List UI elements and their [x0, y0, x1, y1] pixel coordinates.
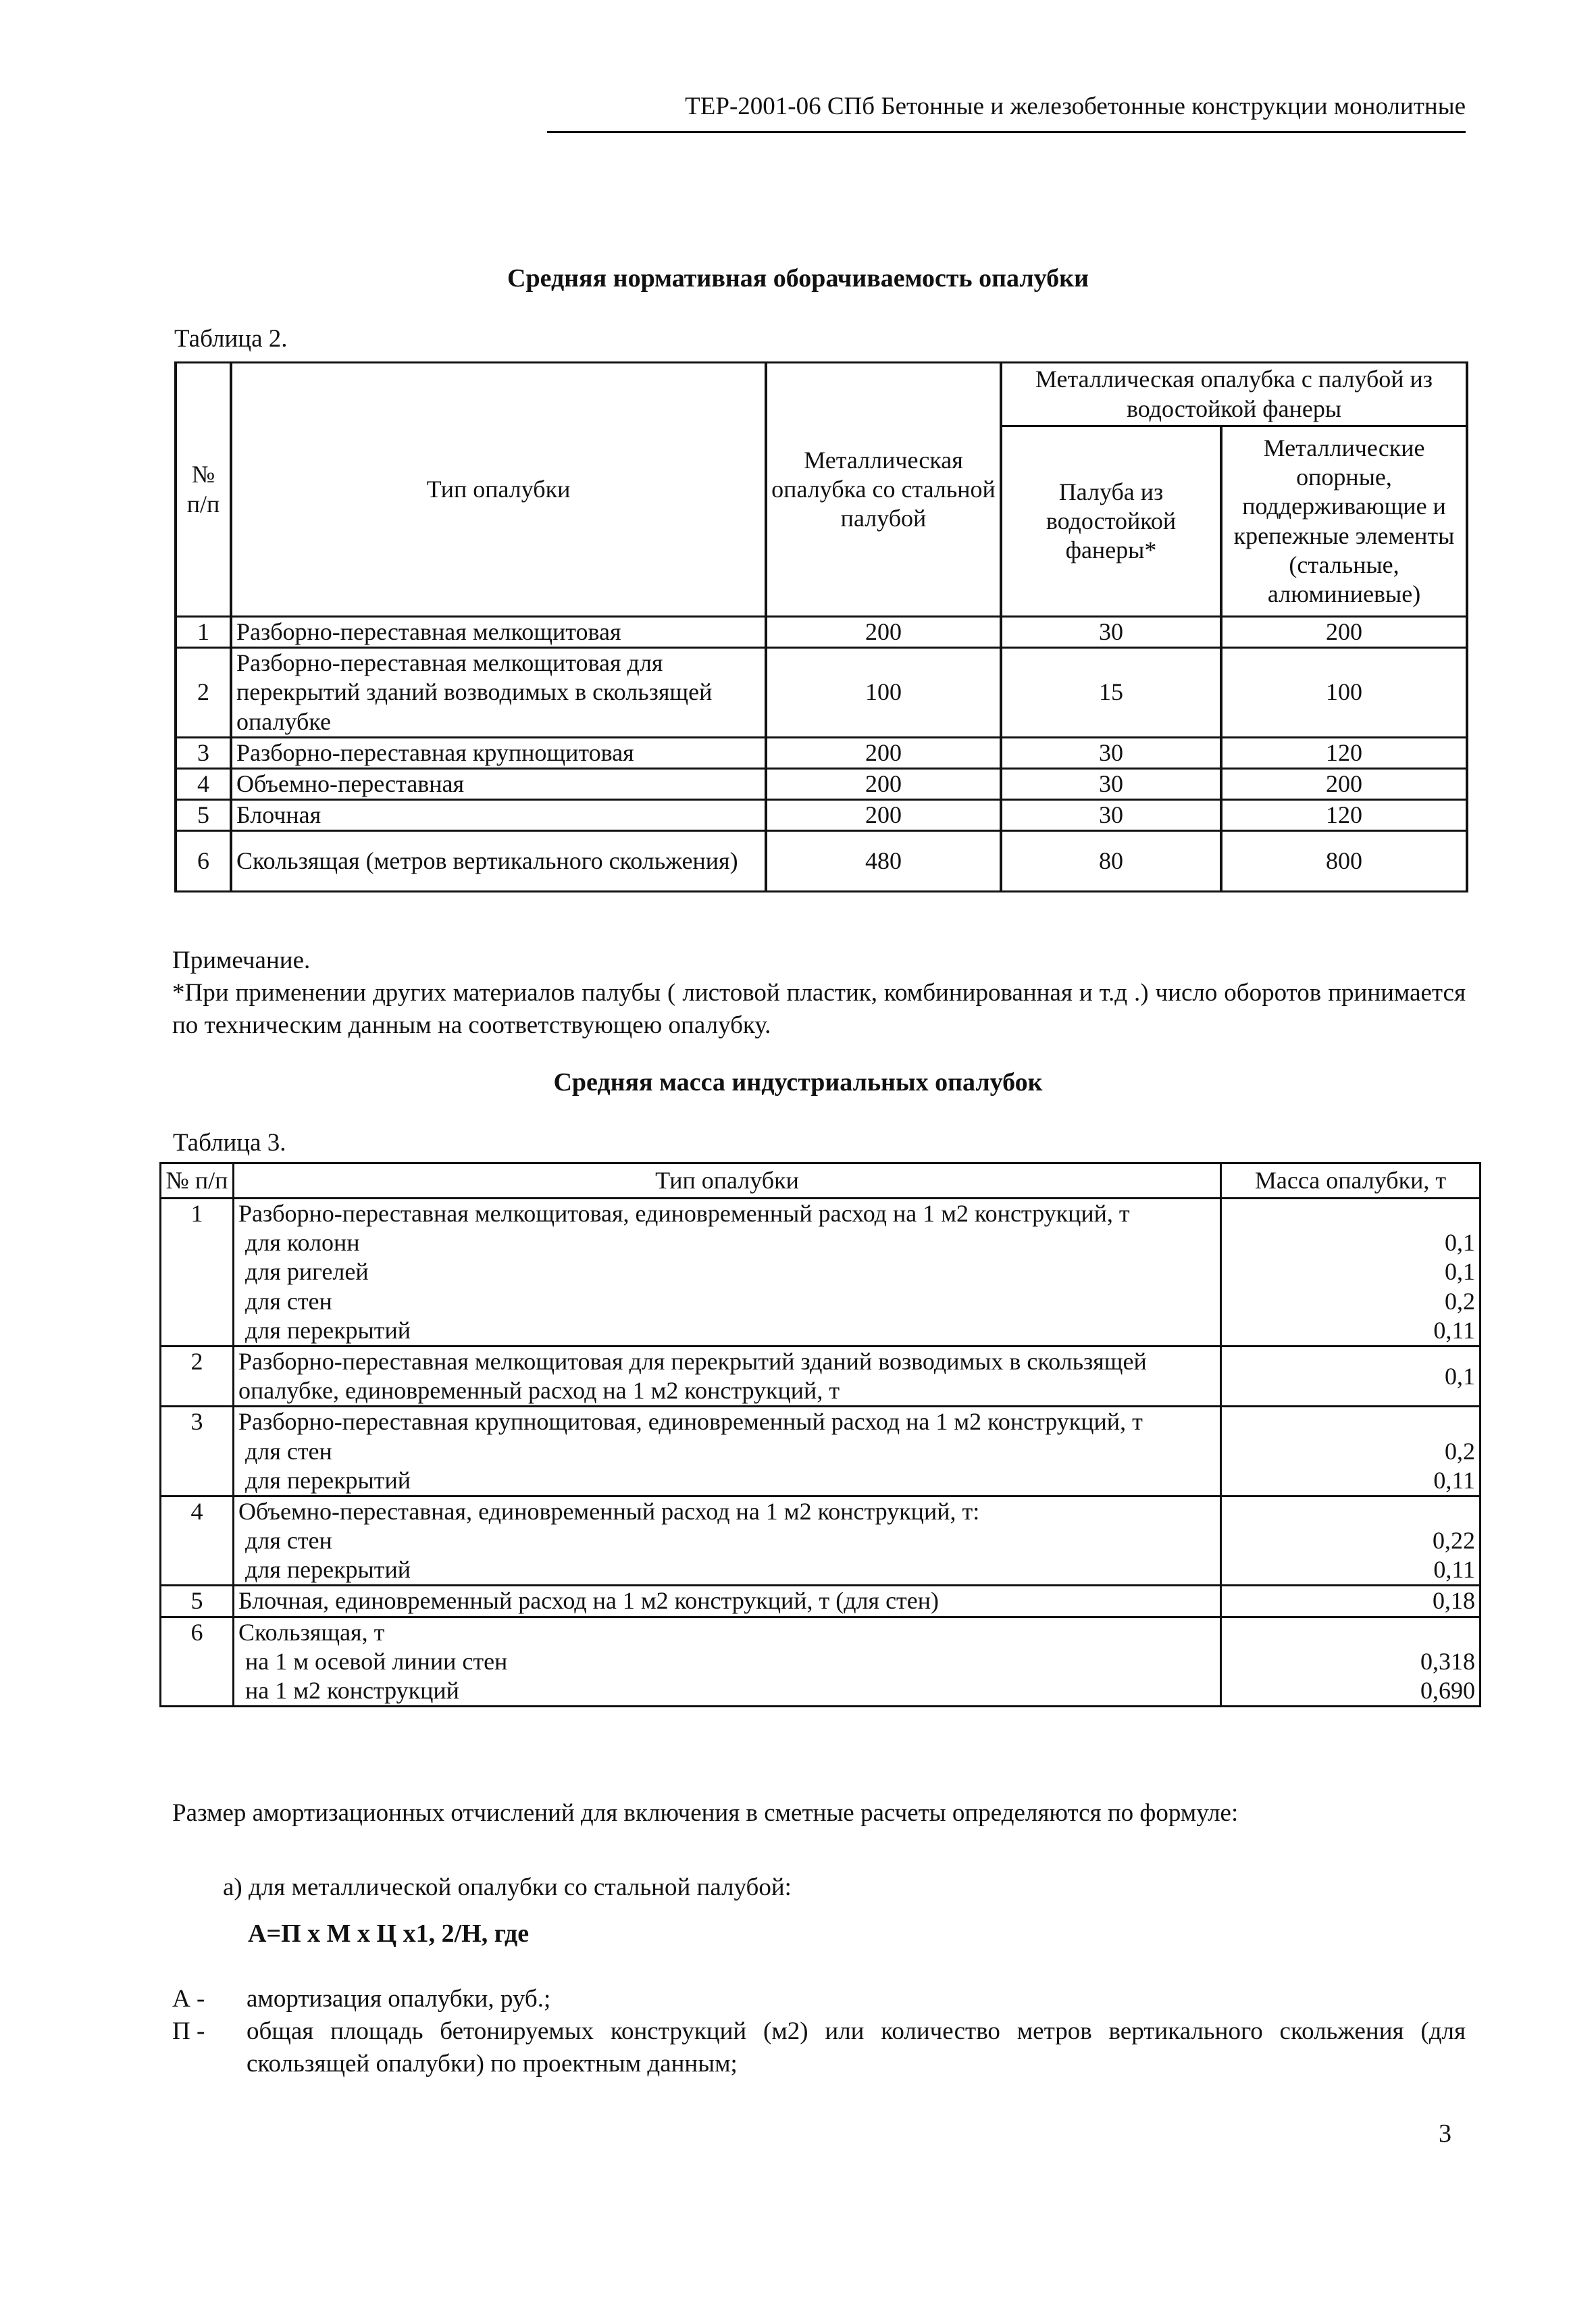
formwork-type: Объемно-переставная, единовременный расход на 1 м2 конструкций, т:	[234, 1496, 1221, 1526]
col-header-plywood: Палуба из водостойкой фанеры*	[1001, 426, 1221, 617]
subitem-mass: 0,318	[1221, 1647, 1481, 1676]
definition-item	[172, 1983, 1466, 2015]
subitem-label: на 1 м осевой линии стен	[234, 1647, 1221, 1676]
col-header-metal: Металлические опорные, поддерживающие и крепежные элементы (стальные, алюминиевые)	[1221, 426, 1467, 617]
steel-deck-turnover: 480	[766, 831, 1001, 892]
subitem-label: для перекрытий	[234, 1555, 1221, 1586]
row-number: 2	[176, 648, 231, 738]
formwork-mass: 0,18	[1221, 1586, 1481, 1617]
formwork-type: Разборно-переставная мелкощитовая	[231, 617, 766, 648]
subitem-label: для ригелей	[234, 1257, 1221, 1286]
steel-deck-turnover: 200	[766, 737, 1001, 768]
subitem-mass: 0,11	[1221, 1466, 1481, 1496]
page-number: 3	[1439, 2119, 1451, 2148]
table3-title: Средняя масса индустриальных опалубок	[553, 1068, 1043, 1097]
steel-deck-turnover: 200	[766, 617, 1001, 648]
formula-case-a: а) для металлической опалубки со стальной палубой:	[223, 1873, 792, 1901]
subitem-mass: 0,11	[1221, 1555, 1481, 1586]
row-number: 3	[161, 1407, 234, 1496]
metal-elements-turnover: 800	[1221, 831, 1467, 892]
definition-symbol: А -	[172, 1985, 205, 2013]
subitem-mass: 0,690	[1221, 1676, 1481, 1707]
table-row	[176, 737, 1467, 768]
subitem-mass: 0,22	[1221, 1526, 1481, 1555]
plywood-deck-turnover: 30	[1001, 737, 1221, 768]
col-header-type: Тип опалубки	[231, 363, 766, 617]
formwork-type: Разборно-переставная крупнощитовая, единовременный расход на 1 м2 конструкций, т	[234, 1407, 1221, 1437]
col-header-steel: Металлическая опалубка со стальной палубой	[766, 363, 1001, 617]
table-subrow	[161, 1526, 1481, 1555]
table-subrow	[161, 1647, 1481, 1676]
subitem-label: для перекрытий	[234, 1316, 1221, 1347]
table3-caption: Таблица 3.	[173, 1129, 286, 1157]
definition-symbol: П -	[172, 2017, 205, 2045]
steel-deck-turnover: 200	[766, 800, 1001, 831]
plywood-deck-turnover: 30	[1001, 768, 1221, 799]
note-label: Примечание.	[172, 947, 311, 974]
table-row	[161, 1617, 1481, 1647]
formwork-type: Скользящая, т	[234, 1617, 1221, 1647]
definition-text: общая площадь бетонируемых конструкций (м2) или количество метров вертикального скольжения (для скользящей опалубки) по проектным данным;	[247, 2017, 1466, 2078]
table-row	[161, 1496, 1481, 1526]
document-header-title: ТЕР-2001-06 СПб Бетонные и железобетонные конструкции монолитные	[685, 93, 1466, 120]
note-text: *При применении других материалов палубы ( листовой пластик, комбинированная и т.д .) число оборотов принимается по техническим данным на соответствующею опалубку.	[172, 979, 1466, 1039]
table-row	[161, 1346, 1481, 1406]
table-subrow	[161, 1555, 1481, 1586]
mass-table	[159, 1162, 1481, 1707]
steel-deck-turnover: 200	[766, 768, 1001, 799]
row-number: 6	[161, 1617, 234, 1707]
row-number: 1	[176, 617, 231, 648]
table-subrow	[161, 1316, 1481, 1347]
formula-definitions	[172, 1983, 1466, 2080]
metal-elements-turnover: 120	[1221, 737, 1467, 768]
subitem-mass: 0,2	[1221, 1287, 1481, 1316]
formwork-type: Разборно-переставная мелкощитовая для перекрытий зданий возводимых в скользящей опалубке	[231, 648, 766, 738]
formwork-type: Скользящая (метров вертикального скольжения)	[231, 831, 766, 892]
row-number: 3	[176, 737, 231, 768]
turnover-table	[174, 361, 1468, 892]
formwork-type: Объемно-переставная	[231, 768, 766, 799]
metal-elements-turnover: 200	[1221, 617, 1467, 648]
table2-title: Средняя нормативная оборачиваемость опалубки	[507, 264, 1089, 293]
formwork-type: Разборно-переставная мелкощитовая, единовременный расход на 1 м2 конструкций, т	[234, 1199, 1221, 1229]
formwork-type: Разборно-переставная мелкощитовая для перекрытий зданий возводимых в скользящей опалубке, единовременный расход на 1 м2 конструкций, т	[234, 1346, 1221, 1406]
subitem-label: для колонн	[234, 1228, 1221, 1257]
definition-item	[172, 2015, 1466, 2080]
col-header-mass: Масса опалубки, т	[1221, 1163, 1481, 1199]
formwork-mass	[1221, 1199, 1481, 1229]
subitem-label: для стен	[234, 1526, 1221, 1555]
row-number: 1	[161, 1199, 234, 1347]
table-row	[176, 648, 1467, 738]
subitem-label: для стен	[234, 1287, 1221, 1316]
plywood-deck-turnover: 30	[1001, 617, 1221, 648]
header-rule	[547, 131, 1466, 133]
row-number: 2	[161, 1346, 234, 1406]
formula-intro: Размер амортизационных отчислений для включения в сметные расчеты определяются по формуле:	[172, 1799, 1239, 1827]
table-row	[176, 800, 1467, 831]
table-row	[161, 1407, 1481, 1437]
plywood-deck-turnover: 30	[1001, 800, 1221, 831]
row-number: 4	[176, 768, 231, 799]
formwork-mass	[1221, 1407, 1481, 1437]
formwork-mass	[1221, 1496, 1481, 1526]
formula: А=П х М х Ц х1, 2/Н, где	[248, 1919, 530, 1948]
table-row	[176, 768, 1467, 799]
table2-caption: Таблица 2.	[174, 325, 288, 353]
table2-note	[172, 945, 1466, 1042]
subitem-mass: 0,11	[1221, 1316, 1481, 1347]
table-subrow	[161, 1437, 1481, 1466]
plywood-deck-turnover: 15	[1001, 648, 1221, 738]
row-number: 5	[161, 1586, 234, 1617]
table-row	[176, 617, 1467, 648]
metal-elements-turnover: 120	[1221, 800, 1467, 831]
formwork-type: Блочная	[231, 800, 766, 831]
row-number: 4	[161, 1496, 234, 1586]
table-subrow	[161, 1466, 1481, 1496]
plywood-deck-turnover: 80	[1001, 831, 1221, 892]
col-header-plywood-group: Металлическая опалубка с палубой из водостойкой фанеры	[1001, 363, 1467, 426]
formwork-mass	[1221, 1617, 1481, 1647]
subitem-mass: 0,1	[1221, 1257, 1481, 1286]
subitem-label: для стен	[234, 1437, 1221, 1466]
table-row	[176, 831, 1467, 892]
formwork-type: Блочная, единовременный расход на 1 м2 конструкций, т (для стен)	[234, 1586, 1221, 1617]
formwork-type: Разборно-переставная крупнощитовая	[231, 737, 766, 768]
table-subrow	[161, 1287, 1481, 1316]
subitem-label: на 1 м2 конструкций	[234, 1676, 1221, 1707]
col-header-num: № п/п	[161, 1163, 234, 1199]
subitem-mass: 0,2	[1221, 1437, 1481, 1466]
table-row	[161, 1199, 1481, 1229]
subitem-mass: 0,1	[1221, 1228, 1481, 1257]
row-number: 5	[176, 800, 231, 831]
subitem-label: для перекрытий	[234, 1466, 1221, 1496]
formwork-mass: 0,1	[1221, 1346, 1481, 1406]
col-header-num: № п/п	[176, 363, 231, 617]
table-subrow	[161, 1228, 1481, 1257]
table-subrow	[161, 1676, 1481, 1707]
steel-deck-turnover: 100	[766, 648, 1001, 738]
definition-text: амортизация опалубки, руб.;	[247, 1985, 551, 2013]
row-number: 6	[176, 831, 231, 892]
table-row	[161, 1586, 1481, 1617]
table-subrow	[161, 1257, 1481, 1286]
metal-elements-turnover: 200	[1221, 768, 1467, 799]
col-header-type: Тип опалубки	[234, 1163, 1221, 1199]
metal-elements-turnover: 100	[1221, 648, 1467, 738]
